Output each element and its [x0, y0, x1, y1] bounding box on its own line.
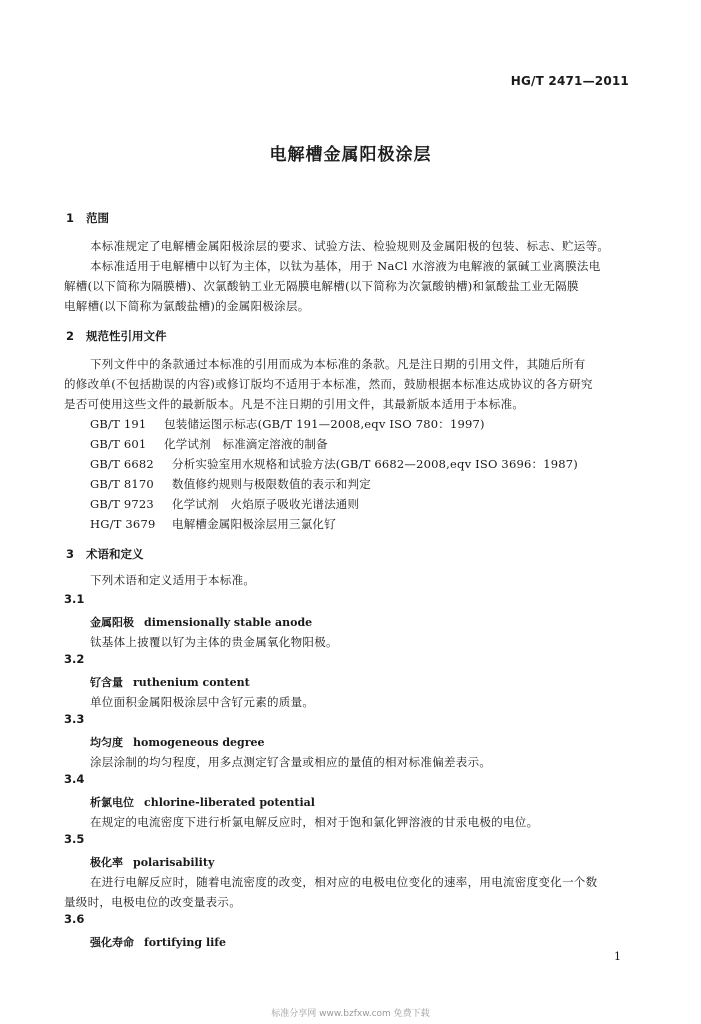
reference-code: GB/T 9723	[90, 497, 154, 511]
term-definition: 单位面积金属阳极涂层中含钌元素的质量。	[90, 695, 315, 709]
term-number: 3.2	[64, 652, 85, 666]
section-1-heading	[66, 210, 109, 226]
term-definition: 涂层涂制的均匀程度，用多点测定钌含量或相应的量值的相对标准偏差表示。	[90, 755, 492, 769]
reference-title: 包装储运图示标志(GB/T 191—2008,eqv ISO 780：1997)	[164, 417, 485, 431]
reference-item	[90, 436, 328, 452]
term-name-zh: 钌含量	[90, 676, 123, 689]
term-name-en: chlorine-liberated potential	[144, 796, 315, 809]
section-title: 规范性引用文件	[86, 329, 167, 343]
reference-item	[90, 416, 485, 432]
reference-item	[90, 496, 359, 512]
term-name-en: fortifying life	[144, 936, 227, 949]
scope-line-3: 解槽(以下简称为隔膜槽)、次氯酸钠工业无隔膜电解槽(以下简称为次氯酸钠槽)和氯酸盐工业无隔膜	[64, 279, 579, 293]
reference-code: GB/T 8170	[90, 477, 154, 491]
refs-intro-line-2: 的修改单(不包括勘误的内容)或修订版均不适用于本标准，然而，鼓励根据本标准达成协议的各方研究	[64, 377, 593, 391]
term-number: 3.6	[64, 912, 85, 926]
term-definition: 钛基体上披覆以钌为主体的贵金属氧化物阳极。	[90, 635, 338, 649]
term-name-en: polarisability	[133, 856, 215, 869]
reference-title: 电解槽金属阳极涂层用三氯化钌	[172, 517, 336, 531]
term-name-en: ruthenium content	[133, 676, 250, 689]
term-name-en: homogeneous degree	[133, 736, 265, 749]
term-number: 3.4	[64, 772, 85, 786]
scope-line-2: 本标准适用于电解槽中以钌为主体，以钛为基体，用于 NaCl 水溶液为电解液的氯碱工业离膜法电	[90, 259, 601, 273]
watermark-footer: 标准分享网 www.bzfxw.com 免费下载	[271, 1009, 430, 1019]
term-name	[90, 674, 250, 690]
reference-title: 化学试剂 标准滴定溶液的制备	[164, 437, 328, 451]
term-name-en: dimensionally stable anode	[144, 616, 313, 629]
standard-code: HG/T 2471—2011	[510, 74, 629, 88]
reference-item	[90, 516, 336, 532]
reference-code: GB/T 601	[90, 437, 147, 451]
term-name	[90, 734, 265, 750]
reference-item	[90, 456, 578, 472]
page-number: 1	[614, 950, 621, 963]
term-number: 3.1	[64, 592, 85, 606]
reference-code: GB/T 191	[90, 417, 147, 431]
refs-intro-line-3: 是否可使用这些文件的最新版本。凡是不注日期的引用文件，其最新版本适用于本标准。	[64, 397, 525, 411]
term-definition: 量级时，电极电位的改变量表示。	[64, 895, 241, 909]
section-number: 1	[66, 211, 75, 225]
section-number: 3	[66, 547, 75, 561]
refs-intro-line-1: 下列文件中的条款通过本标准的引用而成为本标准的条款。凡是注日期的引用文件，其随后所有	[90, 357, 586, 371]
term-number: 3.5	[64, 832, 85, 846]
term-number: 3.3	[64, 712, 85, 726]
term-name	[90, 854, 214, 870]
section-3-heading	[66, 546, 144, 562]
section-title: 范围	[86, 211, 109, 225]
term-name-zh: 析氯电位	[90, 796, 134, 809]
reference-code: HG/T 3679	[90, 517, 156, 531]
reference-code: GB/T 6682	[90, 457, 154, 471]
term-name-zh: 均匀度	[90, 736, 123, 749]
document-title: 电解槽金属阳极涂层	[269, 145, 432, 165]
term-name-zh: 极化率	[90, 856, 123, 869]
reference-title: 数值修约规则与极限数值的表示和判定	[172, 477, 371, 491]
reference-title: 化学试剂 火焰原子吸收光谱法通则	[172, 497, 360, 511]
section-2-heading	[66, 328, 167, 344]
term-definition: 在进行电解反应时，随着电流密度的改变，相对应的电极电位变化的速率，用电流密度变化一个数	[90, 875, 598, 889]
term-name	[90, 794, 315, 810]
term-name	[90, 614, 312, 630]
scope-line-4: 电解槽(以下简称为氯酸盐槽)的金属阳极涂层。	[64, 299, 310, 313]
scope-line-1: 本标准规定了电解槽金属阳极涂层的要求、试验方法、检验规则及金属阳极的包装、标志、贮运等。	[90, 239, 610, 253]
section-title: 术语和定义	[86, 547, 144, 561]
term-name	[90, 934, 226, 950]
terms-intro: 下列术语和定义适用于本标准。	[90, 573, 256, 587]
term-name-zh: 强化寿命	[90, 936, 134, 949]
section-number: 2	[66, 329, 75, 343]
reference-title: 分析实验室用水规格和试验方法(GB/T 6682—2008,eqv ISO 3696：1987)	[172, 457, 578, 471]
reference-item	[90, 476, 371, 492]
term-name-zh: 金属阳极	[90, 616, 134, 629]
term-definition: 在规定的电流密度下进行析氯电解反应时，相对于饱和氯化钾溶液的甘汞电极的电位。	[90, 815, 539, 829]
